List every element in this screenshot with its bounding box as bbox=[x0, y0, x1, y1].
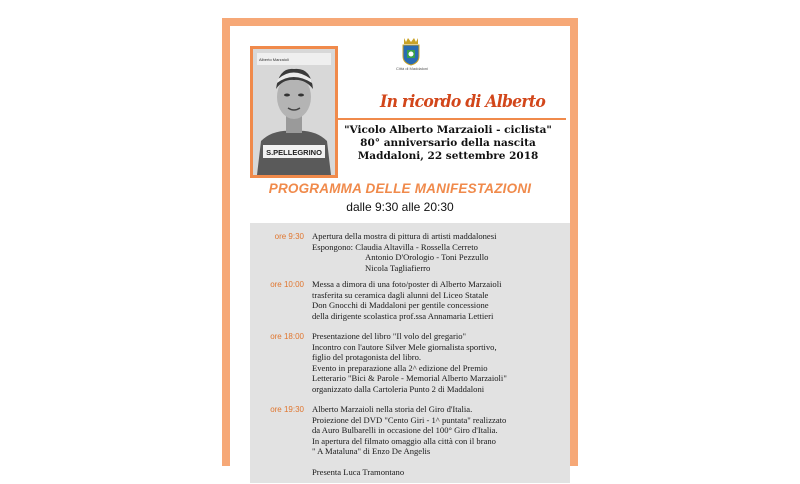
program-title: PROGRAMMA DELLE MANIFESTAZIONI bbox=[268, 181, 532, 196]
crest-caption: Città di Maddaloni bbox=[395, 66, 429, 71]
photo-caption: Alberto Marzaioli bbox=[259, 57, 289, 62]
event-description bbox=[312, 331, 562, 395]
title-divider bbox=[338, 118, 566, 120]
event-line: In apertura del filmato omaggio alla città con il brano bbox=[312, 435, 496, 446]
city-crest-icon bbox=[399, 36, 423, 66]
event-line: Apertura della mostra di pittura di artisti maddalonesi bbox=[312, 231, 497, 241]
event-description bbox=[312, 279, 562, 321]
poster-title: In ricordo di Alberto bbox=[380, 92, 546, 112]
event-line: Espongono: Claudia Altavilla - Rossella Cerreto bbox=[312, 241, 478, 252]
event-line: Letterario "Bici & Parole - Memorial Alberto Marzaioli" bbox=[312, 373, 507, 384]
event-line: della dirigente scolastica prof.ssa Annamaria Lettieri bbox=[312, 310, 494, 321]
event-time: ore 18:00 bbox=[270, 332, 304, 341]
event-time: ore 10:00 bbox=[270, 280, 304, 289]
event-line: " A Mataluna" di Enzo De Angelis bbox=[312, 446, 431, 457]
poster-content bbox=[230, 26, 570, 477]
event-line: Evento in preparazione alla 2^ edizione del Premio bbox=[312, 362, 488, 373]
event-line: da Auro Bulbarelli in occasione del 100° Giro d'Italia. bbox=[312, 425, 498, 436]
presenter-line: Presenta Luca Tramontano bbox=[312, 467, 405, 477]
event-line: Presentazione del libro "Il volo del gregario" bbox=[312, 331, 467, 341]
event-time: ore 19:30 bbox=[270, 405, 304, 414]
schedule-panel bbox=[250, 223, 570, 483]
event-line: Incontro con l'autore Silver Mele giornalista sportivo, bbox=[312, 341, 497, 352]
cyclist-photo bbox=[250, 46, 338, 178]
event-line: figlio del protagonista del libro. bbox=[312, 352, 422, 363]
event-line: Nicola Tagliafierro bbox=[365, 262, 431, 273]
subtitle-line: "Vicolo Alberto Marzaioli - ciclista" bbox=[344, 124, 552, 136]
event-line: Antonio D'Orologio - Toni Pezzullo bbox=[365, 252, 489, 263]
subtitle-line: Maddaloni, 22 settembre 2018 bbox=[357, 150, 539, 162]
poster-subtitle bbox=[340, 124, 556, 163]
event-time: ore 9:30 bbox=[274, 232, 304, 241]
event-line: Alberto Marzaioli nella storia del Giro d'Italia. bbox=[312, 404, 473, 414]
event-line: Proiezione del DVD "Cento Giri - 1^ puntata" realizzato bbox=[312, 414, 507, 425]
subtitle-line: 80° anniversario della nascita bbox=[360, 137, 536, 149]
event-line: Messa a dimora di una foto/poster di Alberto Marzaioli bbox=[312, 279, 502, 289]
event-description bbox=[312, 231, 562, 273]
jersey-text: S.PELLEGRINO bbox=[266, 148, 322, 157]
program-hours: dalle 9:30 alle 20:30 bbox=[346, 200, 454, 214]
event-poster bbox=[222, 18, 578, 477]
event-line: Don Gnocchi di Maddaloni per gentile concessione bbox=[312, 300, 489, 311]
event-line: organizzato dalla Cartoleria Punto 2 di Maddaloni bbox=[312, 383, 485, 394]
event-line: trasferita su ceramica dagli alunni del Liceo Statale bbox=[312, 289, 489, 300]
event-description bbox=[312, 404, 562, 457]
